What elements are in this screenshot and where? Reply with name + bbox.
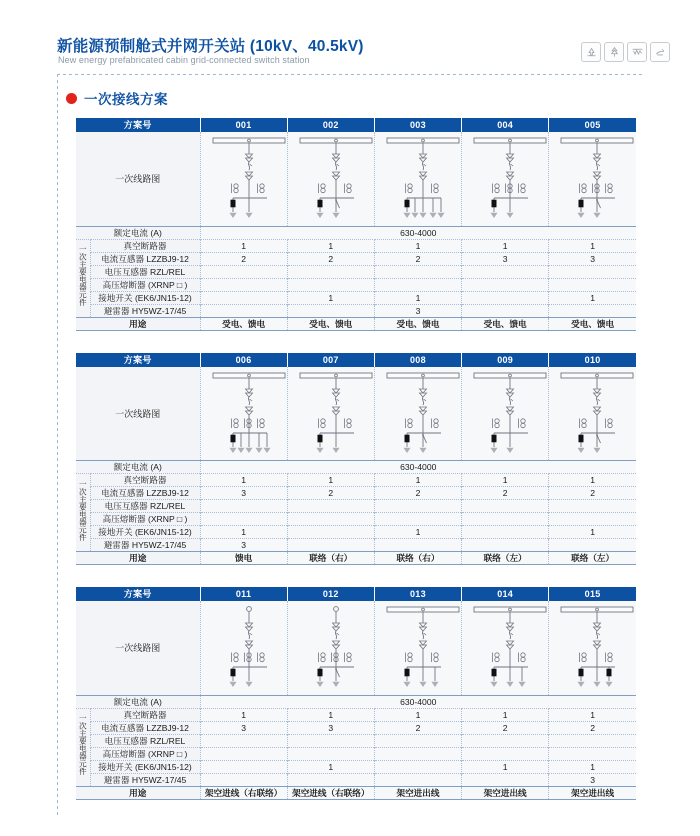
component-value xyxy=(287,773,374,786)
circuit-diagram[interactable] xyxy=(287,132,374,226)
component-value xyxy=(462,773,549,786)
scheme-number[interactable]: 010 xyxy=(549,353,636,367)
component-value xyxy=(462,513,549,526)
component-value: 3 xyxy=(549,773,636,786)
component-value: 1 xyxy=(462,474,549,487)
diagram-row-label: 一次线路图 xyxy=(76,132,200,226)
component-value: 1 xyxy=(200,474,287,487)
component-row xyxy=(76,773,636,786)
scheme-number[interactable]: 001 xyxy=(200,118,287,132)
component-value: 1 xyxy=(549,708,636,721)
component-value: 3 xyxy=(549,252,636,265)
component-value xyxy=(374,773,461,786)
circuit-diagram[interactable] xyxy=(200,132,287,226)
usage-value: 受电、馈电 xyxy=(549,317,636,330)
component-value xyxy=(200,513,287,526)
component-value xyxy=(549,500,636,513)
component-value: 1 xyxy=(374,291,461,304)
component-label: 电压互感器 RZL/REL xyxy=(90,500,200,513)
component-value: 2 xyxy=(374,487,461,500)
component-value: 1 xyxy=(462,708,549,721)
component-value: 1 xyxy=(549,474,636,487)
usage-value: 架空进线（右联络） xyxy=(200,786,287,799)
component-value: 3 xyxy=(200,487,287,500)
bullet-icon xyxy=(66,93,77,104)
component-row xyxy=(76,760,636,773)
rated-current-label: 额定电流 (A) xyxy=(76,461,200,474)
usage-label: 用途 xyxy=(76,552,200,565)
usage-value: 联络（右） xyxy=(374,552,461,565)
component-value: 1 xyxy=(374,708,461,721)
component-value xyxy=(200,760,287,773)
rated-current-value: 630-4000 xyxy=(200,226,636,239)
scheme-number[interactable]: 006 xyxy=(200,353,287,367)
usage-value: 联络（右） xyxy=(287,552,374,565)
component-value xyxy=(374,747,461,760)
component-row xyxy=(76,708,636,721)
component-row xyxy=(76,500,636,513)
circuit-diagram[interactable] xyxy=(287,601,374,695)
component-group-label xyxy=(76,708,90,786)
component-row xyxy=(76,474,636,487)
component-row xyxy=(76,239,636,252)
section-title-text: 一次接线方案 xyxy=(84,92,168,107)
component-value xyxy=(462,265,549,278)
component-value: 2 xyxy=(287,487,374,500)
header-scheme-no: 方案号 xyxy=(76,118,200,132)
component-value xyxy=(462,747,549,760)
component-label: 接地开关 (EK6/JN15-12) xyxy=(90,760,200,773)
diagram-row xyxy=(76,132,636,226)
component-value: 1 xyxy=(287,708,374,721)
component-row xyxy=(76,291,636,304)
component-label: 避雷器 HY5WZ-17/45 xyxy=(90,539,200,552)
component-value xyxy=(200,265,287,278)
circuit-diagram[interactable] xyxy=(374,601,461,695)
usage-value: 受电、馈电 xyxy=(374,317,461,330)
scheme-table xyxy=(76,118,636,331)
usage-value: 受电、馈电 xyxy=(287,317,374,330)
rated-current-row xyxy=(76,695,636,708)
component-group-label xyxy=(76,474,90,552)
scheme-number[interactable]: 003 xyxy=(374,118,461,132)
component-value: 2 xyxy=(462,487,549,500)
component-label: 避雷器 HY5WZ-17/45 xyxy=(90,304,200,317)
component-value: 2 xyxy=(374,252,461,265)
component-label: 真空断路器 xyxy=(90,708,200,721)
component-row xyxy=(76,526,636,539)
header-scheme-no: 方案号 xyxy=(76,587,200,601)
component-label: 接地开关 (EK6/JN15-12) xyxy=(90,291,200,304)
usage-value: 架空进出线 xyxy=(549,786,636,799)
scheme-number[interactable]: 015 xyxy=(549,587,636,601)
component-label: 电流互感器 LZZBJ9-12 xyxy=(90,721,200,734)
circuit-diagram[interactable] xyxy=(462,367,549,461)
component-value: 2 xyxy=(287,252,374,265)
component-value xyxy=(462,500,549,513)
component-value xyxy=(287,526,374,539)
component-value xyxy=(287,539,374,552)
scheme-number[interactable]: 007 xyxy=(287,353,374,367)
component-value xyxy=(287,500,374,513)
diagram-row-label: 一次线路图 xyxy=(76,367,200,461)
header-icon-group xyxy=(581,42,670,62)
table-header-row xyxy=(76,587,636,601)
component-value: 2 xyxy=(374,721,461,734)
usage-value: 架空进出线 xyxy=(374,786,461,799)
component-row xyxy=(76,252,636,265)
component-value xyxy=(374,265,461,278)
scheme-table xyxy=(76,353,636,566)
table-header-row xyxy=(76,353,636,367)
component-label: 电压互感器 RZL/REL xyxy=(90,265,200,278)
tree-icon xyxy=(604,42,624,62)
component-value xyxy=(462,278,549,291)
table-spacer xyxy=(76,565,636,587)
component-value: 2 xyxy=(549,721,636,734)
component-label: 高压熔断器 (XRNP □ ) xyxy=(90,513,200,526)
rated-current-label: 额定电流 (A) xyxy=(76,695,200,708)
rated-current-row xyxy=(76,461,636,474)
component-value: 3 xyxy=(462,252,549,265)
component-value xyxy=(200,773,287,786)
component-label: 避雷器 HY5WZ-17/45 xyxy=(90,773,200,786)
circuit-diagram[interactable] xyxy=(549,132,636,226)
usage-value: 受电、馈电 xyxy=(462,317,549,330)
component-label: 接地开关 (EK6/JN15-12) xyxy=(90,526,200,539)
scheme-number[interactable]: 004 xyxy=(462,118,549,132)
usage-row xyxy=(76,552,636,565)
header-divider xyxy=(57,74,643,75)
component-label: 电流互感器 LZZBJ9-12 xyxy=(90,252,200,265)
scheme-number[interactable]: 009 xyxy=(462,353,549,367)
scheme-table xyxy=(76,587,636,800)
component-value xyxy=(462,526,549,539)
diagram-row xyxy=(76,367,636,461)
component-value: 2 xyxy=(462,721,549,734)
component-value: 1 xyxy=(549,291,636,304)
diagram-row xyxy=(76,601,636,695)
page-header xyxy=(0,0,700,78)
usage-value: 受电、馈电 xyxy=(200,317,287,330)
component-value xyxy=(374,760,461,773)
component-value: 1 xyxy=(549,526,636,539)
component-value xyxy=(462,539,549,552)
usage-value: 架空进出线 xyxy=(462,786,549,799)
component-value: 1 xyxy=(374,526,461,539)
component-value xyxy=(549,539,636,552)
scheme-tables xyxy=(76,118,636,800)
component-value: 2 xyxy=(200,252,287,265)
component-group-text: 一次主要电器元件 xyxy=(78,714,88,775)
rated-current-label: 额定电流 (A) xyxy=(76,226,200,239)
circuit-diagram[interactable] xyxy=(200,601,287,695)
component-group-label xyxy=(76,239,90,317)
component-value: 1 xyxy=(200,526,287,539)
component-value xyxy=(287,734,374,747)
component-value: 1 xyxy=(200,708,287,721)
component-value xyxy=(200,747,287,760)
circuit-diagram[interactable] xyxy=(200,367,287,461)
page-title: 新能源预制舱式并网开关站 (10kV、40.5kV) xyxy=(57,38,364,55)
component-value xyxy=(462,291,549,304)
section-heading xyxy=(66,88,168,108)
scheme-number[interactable]: 013 xyxy=(374,587,461,601)
component-value xyxy=(549,304,636,317)
component-row xyxy=(76,747,636,760)
header-scheme-no: 方案号 xyxy=(76,353,200,367)
component-value xyxy=(287,747,374,760)
hand-plug-icon xyxy=(650,42,670,62)
component-row xyxy=(76,487,636,500)
component-value xyxy=(200,278,287,291)
table-header-row xyxy=(76,118,636,132)
component-label: 高压熔断器 (XRNP □ ) xyxy=(90,278,200,291)
component-value: 2 xyxy=(549,487,636,500)
table-spacer xyxy=(76,331,636,353)
component-value xyxy=(287,304,374,317)
component-label: 电流互感器 LZZBJ9-12 xyxy=(90,487,200,500)
rated-current-row xyxy=(76,226,636,239)
component-value: 1 xyxy=(287,291,374,304)
component-value xyxy=(374,513,461,526)
component-value xyxy=(200,500,287,513)
left-margin-rule xyxy=(57,74,58,816)
component-value: 1 xyxy=(549,239,636,252)
component-value: 1 xyxy=(462,239,549,252)
circuit-diagram[interactable] xyxy=(374,367,461,461)
usage-row xyxy=(76,317,636,330)
diagram-row-label: 一次线路图 xyxy=(76,601,200,695)
component-value xyxy=(287,278,374,291)
component-value xyxy=(549,265,636,278)
circuit-diagram[interactable] xyxy=(462,601,549,695)
usage-row xyxy=(76,786,636,799)
component-value xyxy=(462,734,549,747)
usage-label: 用途 xyxy=(76,786,200,799)
component-label: 电压互感器 RZL/REL xyxy=(90,734,200,747)
circuit-diagram[interactable] xyxy=(287,367,374,461)
waveform-icon xyxy=(627,42,647,62)
circuit-diagram[interactable] xyxy=(549,367,636,461)
component-label: 真空断路器 xyxy=(90,239,200,252)
component-value xyxy=(287,513,374,526)
scheme-number[interactable]: 002 xyxy=(287,118,374,132)
component-value: 3 xyxy=(200,539,287,552)
recycle-icon xyxy=(581,42,601,62)
scheme-number[interactable]: 005 xyxy=(549,118,636,132)
usage-value: 联络（左） xyxy=(549,552,636,565)
component-value: 1 xyxy=(287,474,374,487)
component-value: 1 xyxy=(287,239,374,252)
rated-current-value: 630-4000 xyxy=(200,461,636,474)
rated-current-value: 630-4000 xyxy=(200,695,636,708)
component-row xyxy=(76,265,636,278)
component-value xyxy=(287,265,374,278)
component-value xyxy=(549,734,636,747)
component-value xyxy=(549,513,636,526)
component-value xyxy=(374,500,461,513)
component-value: 3 xyxy=(374,304,461,317)
component-label: 真空断路器 xyxy=(90,474,200,487)
component-value: 1 xyxy=(374,474,461,487)
component-row xyxy=(76,513,636,526)
scheme-number[interactable]: 008 xyxy=(374,353,461,367)
circuit-diagram[interactable] xyxy=(549,601,636,695)
component-group-text: 一次主要电器元件 xyxy=(78,479,88,541)
component-row xyxy=(76,721,636,734)
component-value xyxy=(374,278,461,291)
component-value: 1 xyxy=(374,239,461,252)
component-group-text: 一次主要电器元件 xyxy=(78,245,88,306)
component-value xyxy=(374,734,461,747)
component-value: 1 xyxy=(462,760,549,773)
component-value xyxy=(200,291,287,304)
component-value xyxy=(462,304,549,317)
component-value: 3 xyxy=(200,721,287,734)
usage-value: 馈电 xyxy=(200,552,287,565)
usage-label: 用途 xyxy=(76,317,200,330)
component-label: 高压熔断器 (XRNP □ ) xyxy=(90,747,200,760)
component-row xyxy=(76,539,636,552)
page-subtitle: New energy prefabricated cabin grid-connected switch station xyxy=(58,55,310,65)
component-row xyxy=(76,278,636,291)
component-value: 3 xyxy=(287,721,374,734)
circuit-diagram[interactable] xyxy=(462,132,549,226)
component-value: 1 xyxy=(200,239,287,252)
component-value: 1 xyxy=(549,760,636,773)
component-value xyxy=(374,539,461,552)
circuit-diagram[interactable] xyxy=(374,132,461,226)
component-row xyxy=(76,734,636,747)
component-value xyxy=(549,278,636,291)
component-value xyxy=(200,304,287,317)
scheme-number[interactable]: 012 xyxy=(287,587,374,601)
component-row xyxy=(76,304,636,317)
component-value xyxy=(549,747,636,760)
scheme-number[interactable]: 014 xyxy=(462,587,549,601)
usage-value: 联络（左） xyxy=(462,552,549,565)
scheme-number[interactable]: 011 xyxy=(200,587,287,601)
component-value: 1 xyxy=(287,760,374,773)
usage-value: 架空进线（右联络） xyxy=(287,786,374,799)
component-value xyxy=(200,734,287,747)
